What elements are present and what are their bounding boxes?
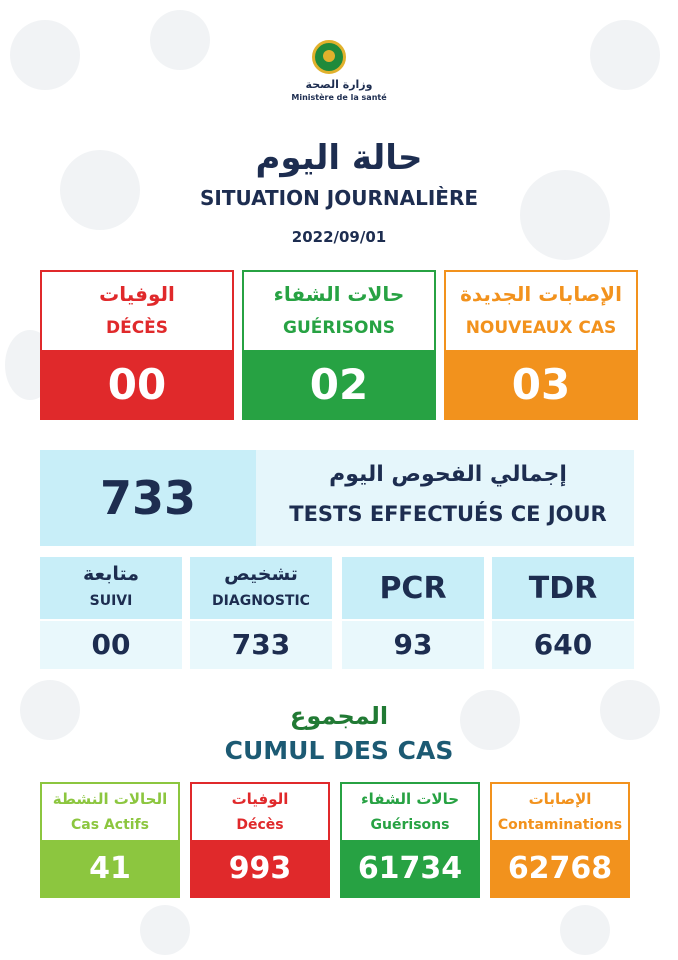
tests-cell-label-ar: متابعة [82, 563, 140, 585]
card-value: 00 [40, 350, 234, 420]
page-title-ar: حالة اليوم [255, 138, 423, 178]
card-label-fr: Guérisons [370, 817, 450, 833]
tests-pcr-cell [342, 557, 484, 669]
tests-cell-value: 00 [40, 621, 182, 669]
ministry-name-ar: وزارة الصحة [305, 78, 373, 91]
tests-cell-value: 640 [492, 621, 634, 669]
report-date: 2022/09/01 [291, 228, 387, 246]
background-virus-motif [60, 150, 140, 230]
daily-recoveries-card [242, 270, 436, 420]
card-value: 03 [444, 350, 638, 420]
tests-cell-label: TDR [528, 571, 598, 606]
card-value: 993 [190, 840, 330, 898]
page-title-fr: SITUATION JOURNALIÈRE [199, 186, 479, 210]
card-label-ar: الوفيات [99, 282, 175, 306]
background-virus-motif [10, 20, 80, 90]
tests-tdr-cell [492, 557, 634, 669]
card-value: 41 [40, 840, 180, 898]
background-virus-motif [560, 905, 610, 955]
tests-suivi-cell [40, 557, 182, 669]
cumul-recoveries-card [340, 782, 480, 898]
tests-cell-value: 93 [342, 621, 484, 669]
daily-new-cases-card [444, 270, 638, 420]
card-value: 62768 [490, 840, 630, 898]
background-virus-motif [590, 20, 660, 90]
card-label-ar: الإصابات الجديدة [460, 282, 622, 306]
tests-total-value: 733 [40, 450, 256, 546]
card-label-ar: حالات الشفاء [360, 790, 460, 808]
card-label-ar: الوفيات [231, 790, 289, 808]
cumul-active-card [40, 782, 180, 898]
tests-cell-label-fr: SUIVI [89, 593, 133, 609]
card-label-ar: حالات الشفاء [273, 282, 405, 306]
tests-cell-label-ar: تشخيص [224, 563, 298, 585]
tests-cell-label-fr: DIAGNOSTIC [212, 593, 310, 609]
cumul-deaths-card [190, 782, 330, 898]
cumul-title-fr: CUMUL DES CAS [224, 736, 454, 765]
background-virus-motif [20, 680, 80, 740]
card-label-ar: الإصابات [528, 790, 592, 808]
cumul-title-ar: المجموع [289, 702, 389, 730]
tests-cell-label: PCR [379, 571, 447, 606]
background-virus-motif [600, 680, 660, 740]
card-label-fr: GUÉRISONS [283, 318, 395, 338]
background-virus-motif [150, 10, 210, 70]
card-value: 61734 [340, 840, 480, 898]
card-label-fr: Contaminations [497, 817, 623, 833]
daily-deaths-card [40, 270, 234, 420]
tests-cell-value: 733 [190, 621, 332, 669]
card-label-ar: الحالات النشطة [52, 790, 168, 808]
card-label-fr: Décès [236, 817, 284, 833]
card-label-fr: DÉCÈS [105, 318, 169, 338]
ministry-emblem-icon [312, 40, 346, 74]
tests-label-ar: إجمالي الفحوص اليوم [329, 462, 567, 487]
card-value: 02 [242, 350, 436, 420]
tests-label-fr: TESTS EFFECTUÉS CE JOUR [289, 502, 607, 526]
card-label-fr: Cas Actifs [71, 817, 149, 833]
background-virus-motif [140, 905, 190, 955]
cumul-contaminations-card [490, 782, 630, 898]
background-virus-motif [520, 170, 610, 260]
tests-diagnostic-cell [190, 557, 332, 669]
ministry-name-fr: Ministère de la santé [291, 93, 387, 102]
card-label-fr: NOUVEAUX CAS [465, 318, 617, 338]
